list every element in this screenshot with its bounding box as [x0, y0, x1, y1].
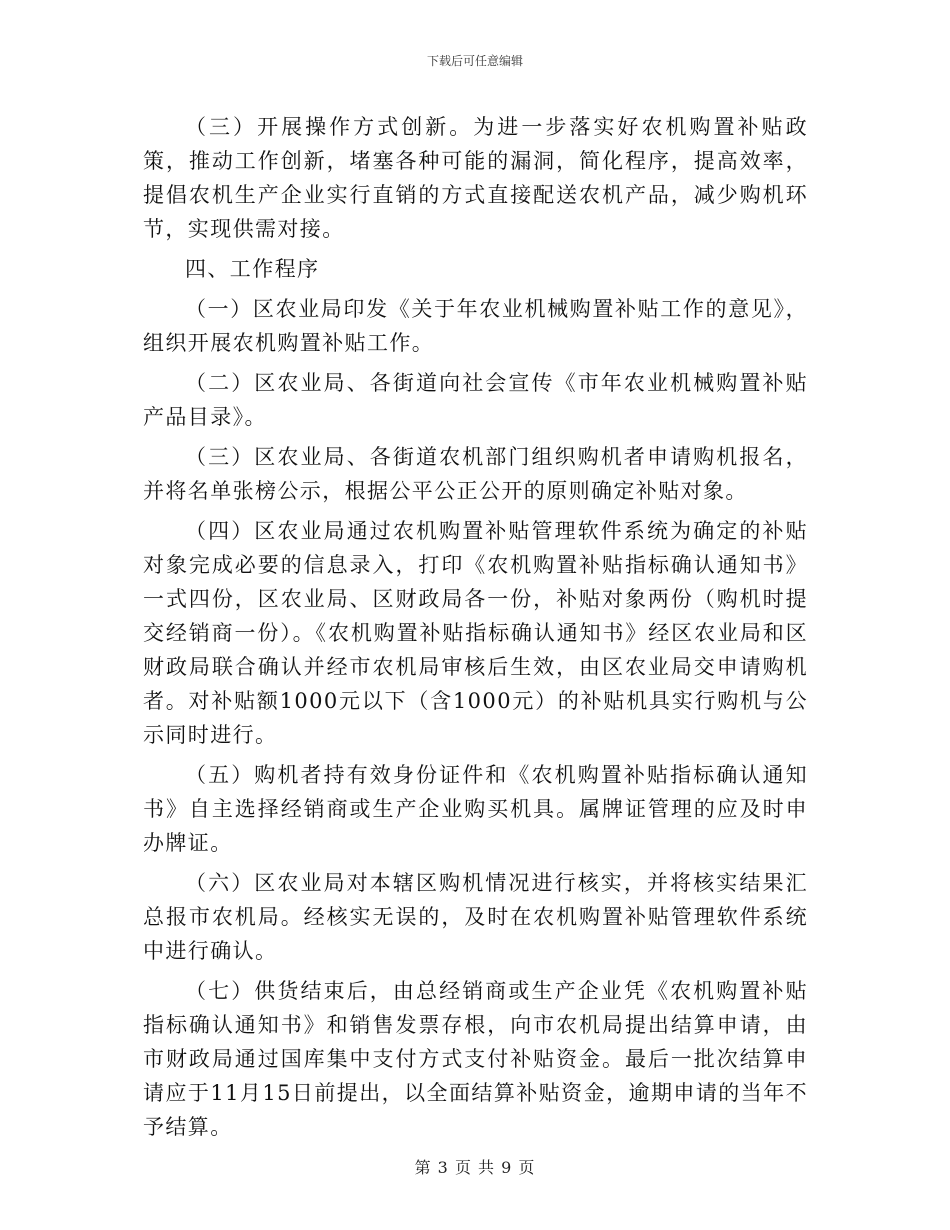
- paragraph-step-6: （六）区农业局对本辖区购机情况进行核实，并将核实结果汇总报市农机局。经核实无误的，及时在农机购置补贴管理软件系统中进行确认。: [143, 871, 808, 963]
- paragraph-step-2: （二）区农业局、各街道向社会宣传《市年农业机械购置补贴产品目录》。: [143, 371, 808, 429]
- section-heading-work-procedure: 四、工作程序: [185, 257, 320, 281]
- paragraph-step-7: （七）供货结束后，由总经销商或生产企业凭《农机购置补贴指标确认通知书》和销售发票存根，向市农机局提出结算申请，由市财政局通过国库集中支付方式支付补贴资金。最后一批次结算申请应于11月15日前提出，以全面结算补贴资金，逾期申请的当年不予结算。: [143, 979, 808, 1139]
- page-number-footer: 第 3 页 共 9 页: [414, 1158, 536, 1177]
- paragraph-step-4: （四）区农业局通过农机购置补贴管理软件系统为确定的补贴对象完成必要的信息录入，打印《农机购置补贴指标确认通知书》一式四份，区农业局、区财政局各一份，补贴对象两份（购机时提交经销商一份）。《农机购置补贴指标确认通知书》经区农业局和区财政局联合确认并经市农机局审核后生效，由区农业局交申请购机者。对补贴额1000元以下（含1000元）的补贴机具实行购机与公示同时进行。: [143, 519, 808, 747]
- paragraph-step-1: （一）区农业局印发《关于年农业机械购置补贴工作的意见》，组织开展农机购置补贴工作。: [143, 297, 808, 355]
- paragraph-operation-innovation: （三）开展操作方式创新。为进一步落实好农机购置补贴政策，推动工作创新，堵塞各种可能的漏洞，简化程序，提高效率，提倡农机生产企业实行直销的方式直接配送农机产品，减少购机环节，实现供需对接。: [143, 115, 808, 241]
- header-note: 下载后可任意编辑: [426, 54, 523, 68]
- paragraph-step-5: （五）购机者持有效身份证件和《农机购置补贴指标确认通知书》自主选择经销商或生产企业购买机具。属牌证管理的应及时申办牌证。: [143, 763, 808, 855]
- paragraph-step-3: （三）区农业局、各街道农机部门组织购机者申请购机报名，并将名单张榜公示，根据公平公正公开的原则确定补贴对象。: [143, 445, 808, 503]
- document-body: [143, 110, 808, 1150]
